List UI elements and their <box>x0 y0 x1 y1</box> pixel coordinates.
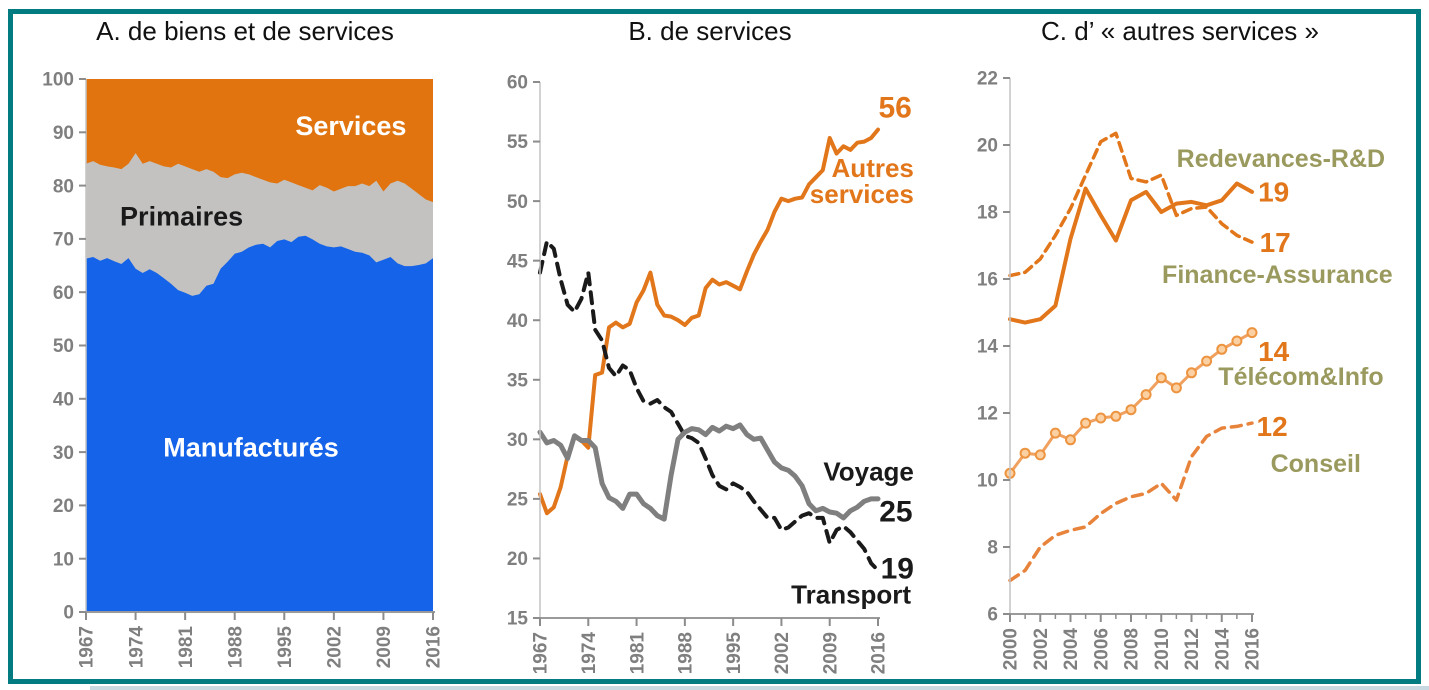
y-tick-label: 10 <box>52 549 74 571</box>
y-tick-label: 35 <box>506 370 528 392</box>
series-telecom-info-line <box>1010 333 1252 474</box>
y-tick-label: 30 <box>506 429 528 451</box>
annotation-services: Services <box>295 110 407 141</box>
y-tick-label: 100 <box>42 69 74 91</box>
annotation-56: 56 <box>878 91 912 125</box>
x-tick-label: 2016 <box>1242 628 1264 671</box>
y-tick-label: 15 <box>506 608 528 630</box>
series-group <box>1006 133 1257 580</box>
panel-a-chart <box>20 60 475 690</box>
y-tick-label: 50 <box>52 336 74 358</box>
series-group <box>86 79 433 612</box>
annotation-autres: Autres <box>831 152 914 183</box>
annotation-25: 25 <box>879 495 913 529</box>
y-tick-label: 8 <box>987 537 998 559</box>
y-tick-label: 12 <box>976 403 998 425</box>
y-tick-label: 22 <box>976 68 998 90</box>
series-telecom-info-marker <box>1111 412 1120 421</box>
y-tick-label: 20 <box>506 549 528 571</box>
x-tick-label: 1981 <box>627 632 649 675</box>
annotation-19: 19 <box>1258 176 1290 208</box>
panel-a-title: A. de biens et de services <box>96 16 394 46</box>
y-tick-label: 0 <box>63 602 74 624</box>
x-tick-label: 2012 <box>1182 628 1204 671</box>
series-telecom-info-marker <box>1081 419 1090 428</box>
y-tick-label: 40 <box>506 310 528 332</box>
y-tick-label: 55 <box>506 132 528 154</box>
y-tick-label: 45 <box>506 251 528 273</box>
annotation-conseil: Conseil <box>1270 450 1361 479</box>
panel-c-chart <box>940 60 1429 690</box>
y-tick-label: 20 <box>52 496 74 518</box>
annotation-services: services <box>809 179 914 210</box>
series-telecom-info-marker <box>1096 414 1105 423</box>
x-tick-label: 2006 <box>1091 628 1113 671</box>
y-tick-label: 10 <box>976 470 998 492</box>
x-tick-label: 2008 <box>1121 628 1143 671</box>
x-tick-label: 1995 <box>274 626 296 669</box>
series-telecom-info-marker <box>1036 450 1045 459</box>
annotation-19: 19 <box>880 552 914 586</box>
annotation-manufactures: Manufacturés <box>163 432 339 463</box>
y-tick-label: 16 <box>976 269 998 291</box>
series-telecom-info-marker <box>1066 435 1075 444</box>
area-manufactures <box>86 236 433 612</box>
series-telecom-info-marker <box>1187 368 1196 377</box>
y-tick-label: 20 <box>976 135 998 157</box>
annotations <box>791 92 914 610</box>
annotation-17: 17 <box>1259 226 1291 258</box>
series-telecom-info-marker <box>1232 337 1241 346</box>
annotation-primaires: Primaires <box>120 201 244 232</box>
x-tick-label: 1981 <box>175 626 197 669</box>
x-tick-label: 1995 <box>723 632 745 675</box>
y-tick-label: 18 <box>976 202 998 224</box>
x-tick-label: 1967 <box>530 632 552 675</box>
x-tick-label: 2014 <box>1212 628 1234 671</box>
x-tick-label: 1974 <box>578 632 600 675</box>
x-tick-label: 2002 <box>772 632 794 675</box>
panel-c-title: C. d’ « autres services » <box>1041 16 1319 46</box>
y-tick-label: 40 <box>52 389 74 411</box>
x-tick-label: 1988 <box>225 626 247 669</box>
annotation-telecom-info: Télécom&Info <box>1218 362 1384 391</box>
y-tick-label: 70 <box>52 229 74 251</box>
x-tick-label: 2016 <box>868 632 890 675</box>
y-tick-label: 30 <box>52 442 74 464</box>
x-tick-label: 1974 <box>126 626 148 669</box>
series-telecom-info-marker <box>1142 390 1151 399</box>
series-telecom-info-marker <box>1021 449 1030 458</box>
annotation-12: 12 <box>1256 411 1288 443</box>
y-tick-label: 60 <box>52 282 74 304</box>
series-telecom-info-marker <box>1051 429 1060 438</box>
series-telecom-info-marker <box>1172 383 1181 392</box>
x-tick-label: 2002 <box>324 626 346 669</box>
series-telecom-info-marker <box>1248 328 1257 337</box>
series-telecom-info-marker <box>1157 373 1166 382</box>
y-tick-label: 80 <box>52 176 74 198</box>
y-tick-label: 25 <box>506 489 528 511</box>
x-tick-label: 2009 <box>820 632 842 675</box>
y-tick-label: 90 <box>52 122 74 144</box>
x-tick-label: 2000 <box>1000 628 1022 671</box>
series-telecom-info-marker <box>1202 357 1211 366</box>
annotations <box>1162 145 1393 478</box>
x-tick-label: 2004 <box>1061 628 1083 671</box>
series-telecom-info-marker <box>1127 405 1136 414</box>
x-tick-label: 1988 <box>675 632 697 675</box>
y-tick-label: 14 <box>976 336 998 358</box>
series-telecom-info-marker <box>1217 345 1226 354</box>
y-tick-label: 6 <box>987 604 998 626</box>
x-tick-label: 2010 <box>1151 628 1173 671</box>
annotation-finance-assurance: Finance-Assurance <box>1162 260 1393 289</box>
x-tick-label: 1967 <box>76 626 98 669</box>
annotation-14: 14 <box>1258 335 1290 367</box>
annotation-voyage: Voyage <box>823 456 914 487</box>
panel-b-title: B. de services <box>628 16 792 46</box>
annotation-redevances-r-d: Redevances-R&D <box>1176 145 1386 174</box>
x-tick-label: 2009 <box>374 626 396 669</box>
series-redevances-r-d-line <box>1010 184 1252 323</box>
x-tick-label: 2002 <box>1030 628 1052 671</box>
x-tick-label: 2016 <box>423 626 445 669</box>
panel-b-chart <box>480 60 940 690</box>
annotation-transport: Transport <box>791 579 912 610</box>
y-tick-label: 60 <box>506 72 528 94</box>
y-tick-label: 50 <box>506 191 528 213</box>
